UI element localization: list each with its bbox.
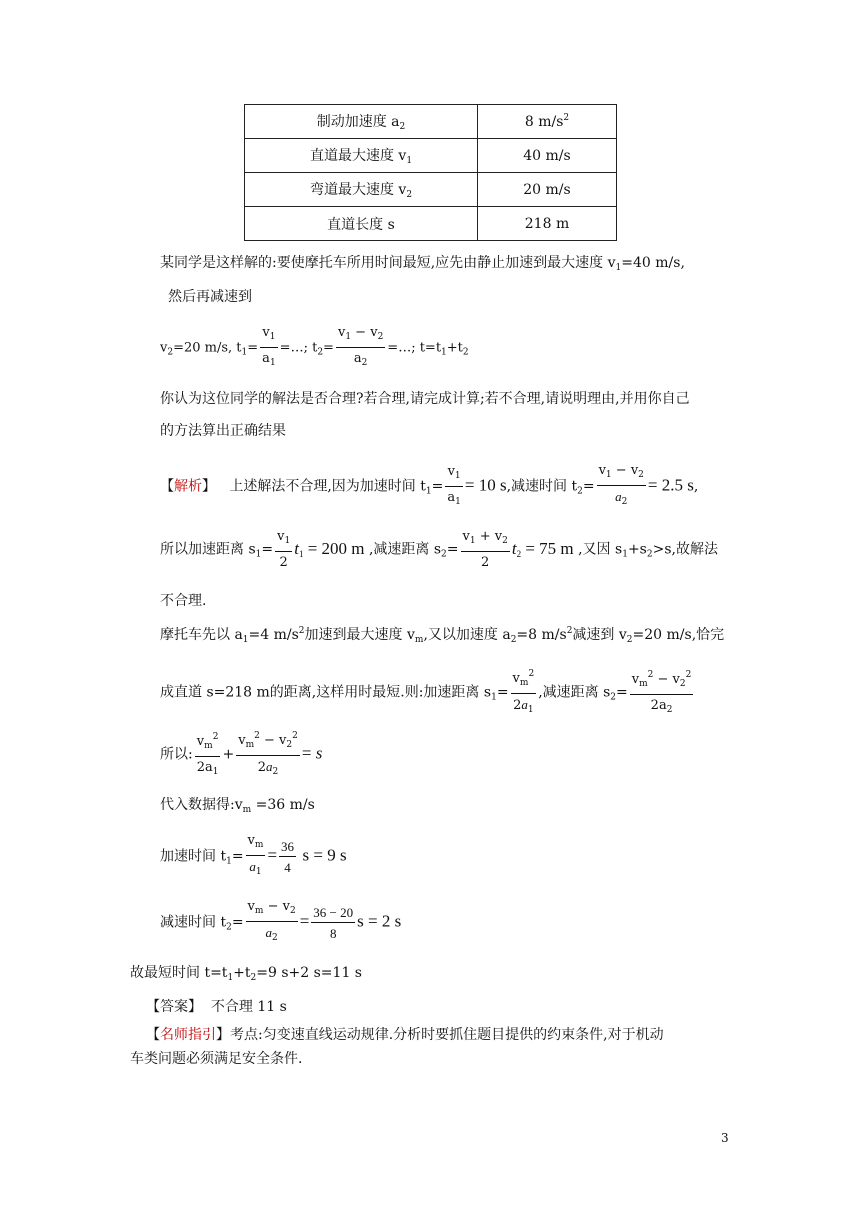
student-approach-line1: 某同学是这样解的:要使摩托车所用时间最短,应先由静止加速到最大速度 $v_1=40$ m/s, <box>160 255 685 273</box>
question-line1: 你认为这位同学的解法是否合理?若合理,请完成计算;若不合理,请说明理由,并用你自己 <box>160 391 690 407</box>
analysis-line2: 所以加速距离 $s_1=$ $\frac{v_1}{2}$ $t_1 = 200$ m ,减速距离 $s_2=$ $\frac{v_1 + v_2}{2}$ $t_2 = 75$ m ,又因 $s_1+s_2>s$,故解法 <box>160 529 718 570</box>
analysis-line10: 故最短时间 $t=t_1+t_2=9$ s+2 s=11 s <box>130 965 362 983</box>
table-cell-value: 40 m/s <box>478 139 617 173</box>
analysis-line9: 减速时间 $t_2=$ $\frac{v_m - v_2}{a_2}$ = $\frac{36 - 20}{8}$ s = 2 s <box>160 899 402 943</box>
student-approach-line2: 然后再减速到 <box>168 289 252 305</box>
answer-line <box>146 996 287 1016</box>
page-number: 3 <box>721 1131 729 1145</box>
parameter-table <box>244 104 617 241</box>
table-cell-label: 制动加速度 $a_2$ <box>245 105 478 139</box>
table-cell-label: 直道最大速度 $v_1$ <box>245 139 478 173</box>
teacher-tip-line2: 车类问题必须满足安全条件. <box>130 1051 303 1067</box>
analysis-tag: 【解析】 <box>160 478 216 495</box>
question-line2: 的方法算出正确结果 <box>160 423 286 439</box>
analysis-line3: 不合理. <box>160 593 207 609</box>
student-formula: $v_2=20$ m/s, $t_1=$ $\frac{v_1}{a_1}$ =…; $t_2=$ $\frac{v_1 - v_2}{a_2}$ =…; $t=t_1+t_2$ <box>160 325 469 368</box>
answer-text: 不合理 11 s <box>210 999 287 1015</box>
table-cell-value: 8 $m/s^2$ <box>478 105 617 139</box>
teacher-tip-tag: 名师指引 <box>160 1027 216 1043</box>
table-cell-label: 弯道最大速度 $v_2$ <box>245 173 478 207</box>
teacher-tip-line1: 【名师指引】考点:匀变速直线运动规律.分析时要抓住题目提供的约束条件,对于机动 <box>146 1027 664 1043</box>
analysis-line8: 加速时间 $t_1=$ $\frac{v_m}{a_1}$ = $\frac{36}{4}$ s = 9 s <box>160 833 347 877</box>
table-row <box>245 139 617 173</box>
analysis-line7: 代入数据得$:v_m =36$ m/s <box>160 797 315 815</box>
table-cell-label: 直道长度 s <box>245 207 478 241</box>
analysis-line5: 成直道 s=218 m的距离,这样用时最短.则:加速距离 $s_1=$ $\frac{v_m^2}{2a_1}$ ,减速距离 $s_2=$ $\frac{v_m^2 - v_2^2}{2a_2}$ <box>160 666 695 719</box>
table-row <box>245 105 617 139</box>
table-cell-value: 218 m <box>478 207 617 241</box>
table-cell-value: 20 m/s <box>478 173 617 207</box>
analysis-line1: 【解析】 上述解法不合理,因为加速时间 $t_1=$ $\frac{v_1}{a_1}$ = 10 s,减速时间 $t_2=$ $\frac{v_1 - v_2}{a_2}$ = 2.5 s, <box>160 463 699 507</box>
answer-tag: 【答案】 <box>146 999 202 1015</box>
analysis-line4: 摩托车先以 $a_1=4$ $m/s^2$加速到最大速度 $v_m$,又以加速度 $a_2=8$ $m/s^2$减速到 $v_2=20$ m/s,恰完 <box>160 626 725 645</box>
analysis-line6: 所以: $\frac{v_m^2}{2a_1}$ + $\frac{v_m^2 - v_2^2}{2a_2}$ = s <box>160 728 322 781</box>
table-row <box>245 207 617 241</box>
table-row <box>245 173 617 207</box>
